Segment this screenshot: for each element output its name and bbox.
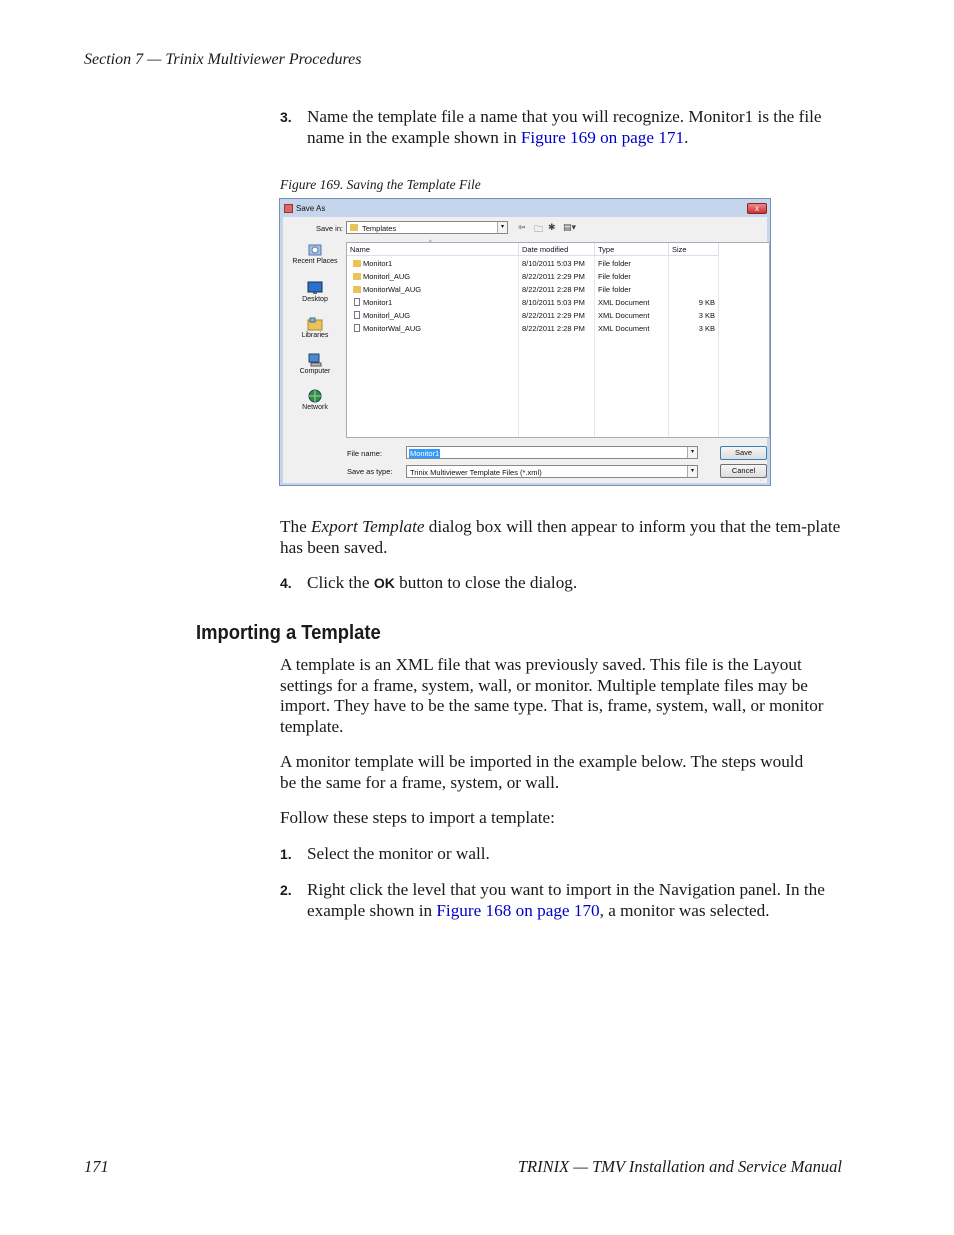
step-text-after: , a monitor was selected.: [599, 900, 770, 920]
place-label: Network: [302, 404, 328, 411]
resize-grip-icon[interactable]: ⋰: [760, 476, 766, 482]
step-text-before: Name the template file a name that you will recognize. Monitor1 is the file name in the example shown in: [307, 107, 822, 147]
dropdown-arrow-icon[interactable]: ▾: [687, 466, 697, 477]
figure-169-link[interactable]: Figure 169 on page 171: [520, 127, 685, 147]
file-row[interactable]: [347, 322, 771, 335]
file-row[interactable]: [347, 270, 771, 283]
file-type-cell: File folder: [598, 259, 631, 268]
figure-168-link[interactable]: Figure 168 on page 170: [436, 900, 600, 920]
step-text: [307, 880, 847, 921]
footer-title: TRINIX — TMV Installation and Service Manual: [517, 1157, 842, 1176]
place-label: Desktop: [302, 296, 328, 303]
step-text-before: Right click the level that you want to import in the Navigation panel. In the example shown in: [307, 880, 825, 920]
dialog-app-icon: [284, 204, 293, 213]
save-button[interactable]: Save: [720, 446, 767, 460]
save-in-label: Save in:: [316, 224, 344, 233]
place-computer[interactable]: [287, 353, 343, 375]
file-date-cell: 8/22/2011 2:28 PM: [522, 324, 585, 333]
file-size-cell: 9 KB: [698, 298, 715, 307]
xml-file-icon: [354, 324, 360, 332]
file-date-cell: 8/22/2011 2:29 PM: [522, 311, 585, 320]
step-text: [307, 573, 847, 594]
file-name-input[interactable]: [406, 446, 698, 459]
file-type-cell: File folder: [598, 272, 631, 281]
recent-places-icon: [307, 243, 323, 257]
place-libraries[interactable]: [287, 317, 343, 339]
xml-file-icon: [354, 298, 360, 306]
section-title: Importing a Template: [196, 622, 381, 644]
dialog-title: Save As: [296, 204, 326, 213]
file-name-cell: Monitor1: [363, 298, 393, 307]
page-header: Section 7 — Trinix Multiviewer Procedures: [84, 51, 362, 68]
file-name-cell: MonitorWal_AUG: [363, 285, 422, 294]
example-paragraph: A monitor template will be imported in the example below. The steps would be the same for a frame, system, or wall.: [280, 752, 804, 792]
file-list[interactable]: [346, 242, 770, 438]
step-text-after: .: [684, 127, 689, 147]
folder-icon: [350, 224, 358, 231]
place-label: Recent Places: [292, 258, 338, 265]
file-type-cell: XML Document: [598, 324, 650, 333]
place-recent[interactable]: [287, 243, 343, 265]
place-desktop[interactable]: [287, 281, 343, 303]
step-text-after: button to close the dialog.: [394, 573, 578, 592]
libraries-icon: [307, 317, 323, 331]
step-text: [307, 107, 847, 148]
up-folder-icon[interactable]: 🗀: [534, 224, 544, 234]
file-date-cell: 8/22/2011 2:29 PM: [522, 272, 585, 281]
export-text-after: dialog box will then appear to inform you that the tem-plate has been saved.: [280, 517, 841, 557]
file-size-cell: 3 KB: [698, 311, 715, 320]
save-in-value: Templates: [362, 224, 397, 233]
file-name-cell: Monitorl_AUG: [363, 272, 411, 281]
save-as-dialog: [279, 198, 771, 486]
file-date-cell: 8/10/2011 5:03 PM: [522, 259, 585, 268]
column-header-name[interactable]: Name: [347, 243, 519, 256]
step-text-before: Click the: [307, 573, 374, 592]
step-number: 3.: [280, 109, 292, 125]
dropdown-arrow-icon[interactable]: ▾: [497, 222, 507, 233]
column-header-type[interactable]: Type: [595, 243, 669, 256]
follow-steps-paragraph: Follow these steps to import a template:: [280, 808, 555, 827]
step-1: [280, 844, 845, 866]
dropdown-arrow-icon[interactable]: ▾: [687, 447, 697, 458]
file-name-label: File name:: [347, 449, 383, 458]
step-text: Select the monitor or wall.: [307, 844, 490, 863]
place-label: Computer: [299, 368, 331, 375]
place-network[interactable]: [287, 389, 343, 411]
figure-caption: Figure 169. Saving the Template File: [280, 177, 481, 192]
file-name-cell: MonitorWal_AUG: [363, 324, 422, 333]
step-number: 1.: [280, 846, 292, 862]
file-name-value: Monitor1: [410, 449, 440, 458]
file-row[interactable]: [347, 257, 771, 270]
page-number: 171: [84, 1157, 109, 1176]
save-type-value: Trinix Multiviewer Template Files (*.xml): [410, 468, 542, 477]
view-menu-icon[interactable]: ▤▾: [563, 222, 577, 232]
step-3: [280, 107, 845, 149]
cancel-button[interactable]: Cancel: [720, 464, 767, 478]
folder-icon: [353, 260, 361, 267]
file-name-cell: Monitorl_AUG: [363, 311, 411, 320]
file-type-cell: XML Document: [598, 298, 650, 307]
step-number: 4.: [280, 575, 292, 591]
dialog-body: [283, 217, 767, 483]
new-folder-icon[interactable]: ✱: [548, 222, 556, 232]
folder-icon: [353, 273, 361, 280]
close-button[interactable]: x: [747, 203, 767, 214]
file-date-cell: 8/10/2011 5:03 PM: [522, 298, 585, 307]
file-type-cell: XML Document: [598, 311, 650, 320]
export-paragraph: [280, 517, 842, 558]
network-icon: [307, 389, 323, 403]
folder-icon: [353, 286, 361, 293]
file-date-cell: 8/22/2011 2:28 PM: [522, 285, 585, 294]
save-type-dropdown[interactable]: [406, 465, 698, 478]
computer-icon: [307, 353, 323, 367]
step-2: [280, 880, 845, 922]
file-name-cell: Monitor1: [363, 259, 393, 268]
column-header-date[interactable]: Date modified: [519, 243, 595, 256]
place-label: Libraries: [301, 332, 329, 339]
xml-file-icon: [354, 311, 360, 319]
file-type-cell: File folder: [598, 285, 631, 294]
save-in-dropdown[interactable]: [346, 221, 508, 234]
column-header-size[interactable]: Size: [669, 243, 719, 256]
intro-paragraph: A template is an XML file that was previously saved. This file is the Layout settings for a frame, system, wall, or monitor. Multiple template files may be import. They have to be the same type. That is, frame, system, wall, or monitor template.: [280, 655, 824, 736]
sort-arrow-icon: ^: [429, 240, 432, 246]
step-4: [280, 573, 845, 595]
file-size-cell: 3 KB: [698, 324, 715, 333]
export-text-before: The: [280, 517, 312, 536]
file-row[interactable]: [347, 309, 771, 322]
step-number: 2.: [280, 882, 292, 898]
desktop-icon: [307, 281, 323, 295]
export-template-term: Export Template: [311, 517, 425, 536]
file-row[interactable]: [347, 296, 771, 309]
ok-button-label: OK: [373, 575, 395, 591]
back-arrow-icon[interactable]: ⇦: [518, 222, 526, 232]
file-row[interactable]: [347, 283, 771, 296]
save-type-label: Save as type:: [347, 467, 393, 476]
